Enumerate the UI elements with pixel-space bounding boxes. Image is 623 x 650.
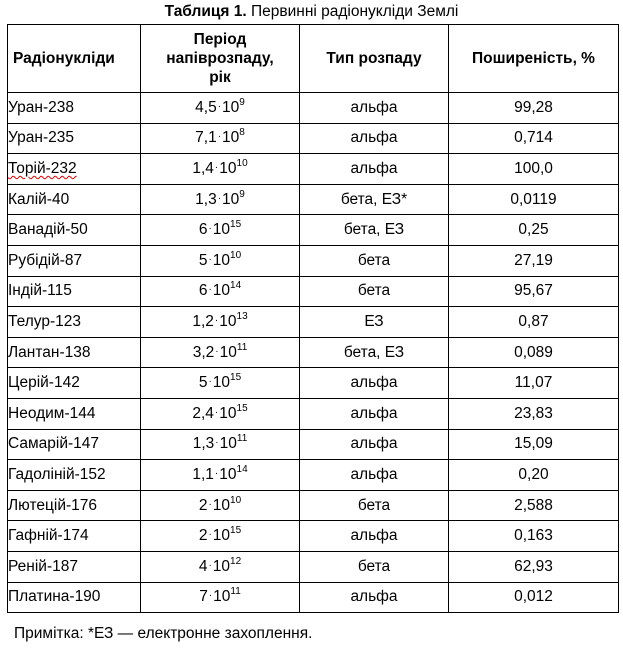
radionuclide-name: Телур-123 [8, 312, 81, 330]
cell-decay-type: альфа [300, 368, 449, 399]
half-life-exponent: 14 [236, 463, 248, 475]
cell-half-life [141, 490, 300, 521]
half-life-base: 10 [219, 343, 237, 361]
cell-radionuclide [8, 154, 141, 185]
radionuclide-name: Гафній-174 [8, 527, 89, 545]
header-half-life [141, 25, 300, 93]
half-life-base: 10 [212, 527, 231, 545]
cell-half-life [141, 337, 300, 368]
cell-radionuclide [8, 521, 141, 552]
half-life-base: 10 [219, 159, 237, 177]
half-life-exponent: 9 [239, 96, 245, 108]
table-caption [0, 2, 623, 22]
table-row [8, 521, 619, 552]
half-life-exponent: 11 [230, 586, 241, 598]
multiply-dot: · [214, 314, 219, 326]
cell-decay-type: бета, ЕЗ [300, 337, 449, 368]
half-life-mantissa: 2 [198, 496, 208, 514]
cell-radionuclide [8, 123, 141, 154]
cell-decay-type: альфа [300, 93, 449, 124]
half-life-mantissa: 7 [199, 588, 208, 606]
table-row [8, 215, 619, 246]
header-half-life-line3: рік [209, 69, 231, 86]
cell-half-life [141, 368, 300, 399]
cell-abundance: 0,20 [449, 460, 619, 491]
radionuclide-name: Неодим-144 [8, 404, 96, 422]
cell-half-life [141, 398, 300, 429]
cell-decay-type: альфа [300, 123, 449, 154]
half-life-exponent: 10 [230, 249, 242, 261]
half-life-exponent: 11 [236, 433, 248, 445]
half-life-mantissa: 4 [198, 557, 208, 575]
table-row [8, 154, 619, 185]
cell-decay-type: альфа [300, 398, 449, 429]
cell-half-life [141, 429, 300, 460]
table-row [8, 429, 619, 460]
radionuclide-name: Лантан-138 [8, 343, 91, 361]
table-row [8, 582, 619, 613]
multiply-dot: · [208, 253, 212, 265]
multiply-dot: · [214, 406, 219, 418]
half-life-base: 10 [222, 190, 240, 208]
cell-decay-type: бета [300, 490, 449, 521]
table-header-row [8, 25, 619, 93]
cell-radionuclide [8, 582, 141, 613]
caption-label: Таблиця 1. [164, 3, 247, 20]
cell-radionuclide [8, 429, 141, 460]
radionuclide-name: Торій-232 [8, 159, 77, 177]
multiply-dot: · [215, 437, 219, 449]
cell-radionuclide [8, 398, 141, 429]
radionuclide-name: Платина-190 [8, 588, 101, 606]
half-life-base: 10 [219, 435, 237, 453]
cell-radionuclide [8, 307, 141, 338]
cell-abundance: 0,089 [449, 337, 619, 368]
header-decay-type: Тип розпаду [300, 25, 449, 93]
multiply-dot: · [208, 590, 213, 602]
cell-half-life [141, 123, 300, 154]
cell-decay-type: бета, ЕЗ* [300, 184, 449, 215]
cell-decay-type: альфа [300, 460, 449, 491]
cell-decay-type: альфа [300, 154, 449, 185]
cell-abundance: 23,83 [449, 398, 619, 429]
multiply-dot: · [214, 161, 219, 173]
half-life-base: 10 [222, 98, 240, 116]
table-row [8, 337, 619, 368]
table-row [8, 245, 619, 276]
cell-half-life [141, 460, 300, 491]
cell-abundance: 95,67 [449, 276, 619, 307]
half-life-mantissa: 1,2 [192, 312, 214, 330]
table-row [8, 123, 619, 154]
cell-abundance: 0,714 [449, 123, 619, 154]
cell-abundance: 2,588 [449, 490, 619, 521]
cell-radionuclide [8, 245, 141, 276]
half-life-mantissa: 2,4 [192, 404, 214, 422]
cell-decay-type: альфа [300, 429, 449, 460]
half-life-base: 10 [212, 282, 231, 300]
half-life-base: 10 [219, 404, 237, 422]
cell-radionuclide [8, 460, 141, 491]
cell-abundance: 99,28 [449, 93, 619, 124]
cell-half-life [141, 276, 300, 307]
table-row [8, 460, 619, 491]
half-life-exponent: 15 [230, 372, 242, 384]
half-life-exponent: 12 [230, 555, 242, 567]
cell-abundance: 0,0119 [449, 184, 619, 215]
cell-abundance: 0,163 [449, 521, 619, 552]
cell-half-life [141, 245, 300, 276]
radionuclide-name: Уран-235 [8, 129, 74, 147]
radionuclide-name: Індій-115 [8, 282, 72, 300]
cell-abundance: 100,0 [449, 154, 619, 185]
cell-half-life [141, 215, 300, 246]
half-life-mantissa: 1,4 [192, 159, 214, 177]
half-life-mantissa: 1,3 [195, 190, 217, 208]
cell-abundance: 11,07 [449, 368, 619, 399]
cell-half-life [141, 551, 300, 582]
table-row [8, 93, 619, 124]
half-life-mantissa: 2 [198, 527, 208, 545]
header-radionuclides: Радіонукліди [8, 25, 141, 93]
half-life-mantissa: 1,3 [192, 435, 215, 453]
cell-abundance: 62,93 [449, 551, 619, 582]
cell-abundance: 0,87 [449, 307, 619, 338]
radionuclide-name: Самарій-147 [8, 435, 100, 453]
caption-text: Первинні радіонукліди Землі [246, 3, 459, 20]
half-life-base: 10 [212, 374, 231, 392]
cell-decay-type: бета [300, 551, 449, 582]
multiply-dot: · [208, 559, 212, 571]
radionuclide-name: Гадоліній-152 [8, 465, 106, 483]
table-row [8, 490, 619, 521]
half-life-exponent: 8 [239, 127, 245, 139]
half-life-base: 10 [212, 496, 231, 514]
half-life-base: 10 [213, 588, 231, 606]
multiply-dot: · [208, 498, 212, 510]
multiply-dot: · [215, 345, 219, 357]
multiply-dot: · [214, 467, 219, 479]
cell-radionuclide [8, 276, 141, 307]
radionuclide-name: Ванадій-50 [8, 221, 88, 239]
half-life-base: 10 [222, 129, 240, 147]
cell-abundance: 15,09 [449, 429, 619, 460]
table-row [8, 184, 619, 215]
cell-radionuclide [8, 184, 141, 215]
table-row [8, 398, 619, 429]
cell-half-life [141, 521, 300, 552]
cell-radionuclide [8, 551, 141, 582]
radionuclide-name: Церій-142 [8, 374, 80, 392]
multiply-dot: · [208, 223, 212, 235]
cell-half-life [141, 184, 300, 215]
half-life-exponent: 10 [236, 157, 248, 169]
half-life-exponent: 11 [236, 341, 248, 353]
radionuclide-name: Уран-238 [8, 98, 74, 116]
cell-half-life [141, 154, 300, 185]
cell-decay-type: бета [300, 245, 449, 276]
half-life-base: 10 [212, 557, 231, 575]
half-life-base: 10 [219, 312, 237, 330]
half-life-mantissa: 6 [198, 221, 208, 239]
radionuclide-name: Лютецій-176 [8, 496, 98, 514]
header-half-life-line2: напіврозпаду, [166, 50, 274, 67]
half-life-mantissa: 1,1 [192, 465, 214, 483]
table-body [8, 93, 619, 613]
cell-radionuclide [8, 93, 141, 124]
header-half-life-line1: Період [193, 31, 247, 48]
table-row [8, 276, 619, 307]
half-life-mantissa: 3,2 [192, 343, 215, 361]
radionuclides-table [7, 24, 619, 613]
table-row [8, 551, 619, 582]
cell-decay-type: альфа [300, 582, 449, 613]
radionuclide-name: Калій-40 [8, 190, 70, 208]
half-life-mantissa: 6 [198, 282, 208, 300]
cell-half-life [141, 582, 300, 613]
multiply-dot: · [208, 376, 212, 388]
cell-half-life [141, 307, 300, 338]
cell-radionuclide [8, 215, 141, 246]
multiply-dot: · [217, 100, 222, 112]
half-life-exponent: 14 [230, 280, 242, 292]
radionuclide-name: Рубідій-87 [8, 251, 83, 269]
half-life-mantissa: 4,5 [195, 98, 217, 116]
cell-abundance: 0,25 [449, 215, 619, 246]
half-life-exponent: 15 [230, 525, 242, 537]
cell-radionuclide [8, 337, 141, 368]
half-life-exponent: 10 [230, 494, 242, 506]
half-life-mantissa: 5 [198, 374, 208, 392]
multiply-dot: · [217, 131, 222, 143]
table-footnote: Примітка: *ЕЗ — електронне захоплення. [14, 625, 313, 642]
table-row [8, 307, 619, 338]
multiply-dot: · [208, 529, 212, 541]
header-abundance: Поширеність, % [449, 25, 619, 93]
cell-decay-type: бета [300, 276, 449, 307]
cell-radionuclide [8, 490, 141, 521]
cell-decay-type: альфа [300, 521, 449, 552]
half-life-exponent: 13 [236, 310, 248, 322]
cell-half-life [141, 93, 300, 124]
cell-radionuclide [8, 368, 141, 399]
cell-decay-type: ЕЗ [300, 307, 449, 338]
half-life-mantissa: 7,1 [195, 129, 217, 147]
cell-decay-type: бета, ЕЗ [300, 215, 449, 246]
multiply-dot: · [217, 192, 222, 204]
half-life-mantissa: 5 [198, 251, 208, 269]
cell-abundance: 0,012 [449, 582, 619, 613]
half-life-exponent: 15 [230, 219, 242, 231]
half-life-base: 10 [212, 251, 231, 269]
radionuclide-name: Реній-187 [8, 557, 78, 575]
half-life-base: 10 [212, 221, 231, 239]
cell-abundance: 27,19 [449, 245, 619, 276]
half-life-base: 10 [219, 465, 237, 483]
half-life-exponent: 9 [239, 188, 245, 200]
multiply-dot: · [208, 284, 212, 296]
table-row [8, 368, 619, 399]
half-life-exponent: 15 [236, 402, 248, 414]
